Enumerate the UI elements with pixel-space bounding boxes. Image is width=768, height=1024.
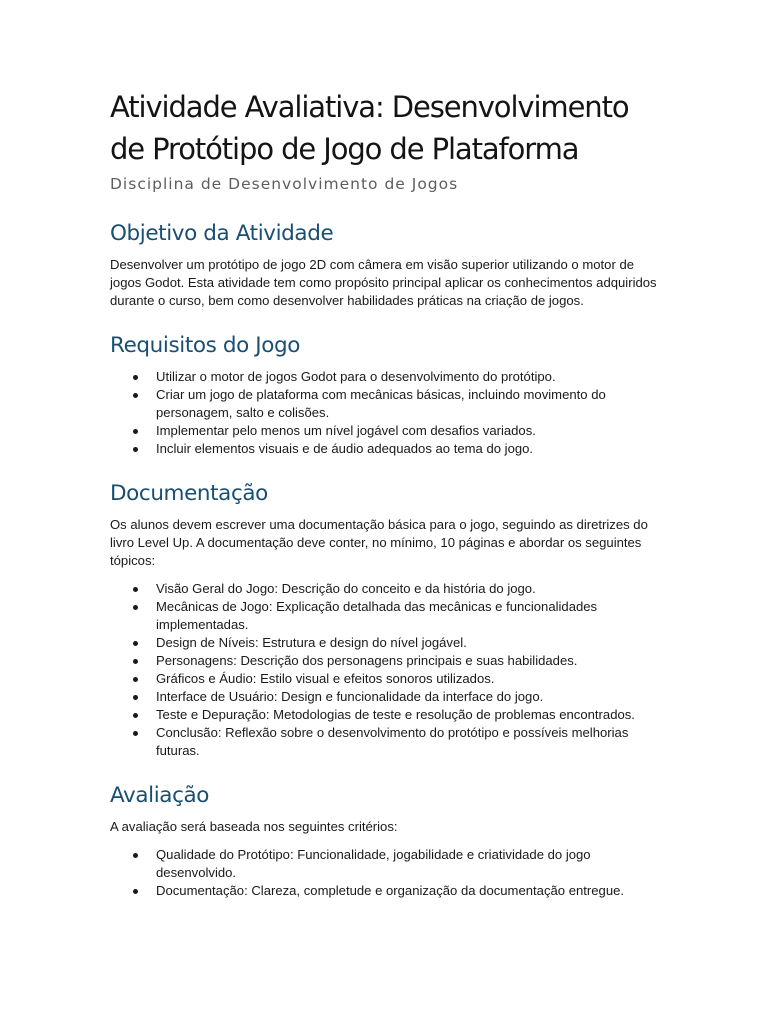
list-item bbox=[110, 688, 662, 706]
list-item bbox=[110, 440, 662, 458]
bullet-icon bbox=[133, 713, 138, 718]
list-item-text: Incluir elementos visuais e de áudio adequados ao tema do jogo. bbox=[156, 441, 534, 456]
bullet-icon bbox=[133, 605, 138, 610]
avaliacao-paragraph: A avaliação será baseada nos seguintes critérios: bbox=[110, 819, 398, 834]
list-item-text: Visão Geral do Jogo: Descrição do conceito e da história do jogo. bbox=[156, 581, 536, 596]
list-item-text: Documentação: Clareza, completude e organização da documentação entregue. bbox=[156, 883, 625, 898]
document-page bbox=[110, 86, 662, 900]
list-item bbox=[110, 652, 662, 670]
bullet-icon bbox=[133, 677, 138, 682]
bullet-icon bbox=[133, 853, 138, 858]
bullet-icon bbox=[133, 659, 138, 664]
section-heading-objetivo: Objetivo da Atividade bbox=[110, 221, 334, 246]
bullet-icon bbox=[133, 429, 138, 434]
list-item bbox=[110, 386, 662, 422]
document-title-line-1: Atividade Avaliativa: Desenvolvimento bbox=[110, 90, 629, 124]
list-item bbox=[110, 634, 662, 652]
bullet-icon bbox=[133, 641, 138, 646]
list-item bbox=[110, 846, 662, 882]
list-item-text: Mecânicas de Jogo: Explicação detalhada das mecânicas e funcionalidades implementadas. bbox=[156, 599, 598, 632]
section-requisitos bbox=[110, 332, 662, 458]
bullet-icon bbox=[133, 731, 138, 736]
section-objetivo bbox=[110, 220, 662, 310]
list-item bbox=[110, 670, 662, 688]
list-item bbox=[110, 580, 662, 598]
list-item bbox=[110, 598, 662, 634]
document-title-line-2: de Protótipo de Jogo de Plataforma bbox=[110, 132, 579, 166]
list-item-text: Utilizar o motor de jogos Godot para o desenvolvimento do protótipo. bbox=[156, 369, 556, 384]
list-item bbox=[110, 882, 662, 900]
section-heading-requisitos: Requisitos do Jogo bbox=[110, 333, 300, 358]
list-item-text: Implementar pelo menos um nível jogável com desafios variados. bbox=[156, 423, 536, 438]
section-heading-documentacao: Documentação bbox=[110, 481, 268, 506]
list-item-text: Qualidade do Protótipo: Funcionalidade, jogabilidade e criatividade do jogo desenvolvido. bbox=[156, 847, 591, 880]
avaliacao-list bbox=[110, 846, 662, 900]
bullet-icon bbox=[133, 393, 138, 398]
documentacao-list bbox=[110, 580, 662, 760]
list-item-text: Interface de Usuário: Design e funcionalidade da interface do jogo. bbox=[156, 689, 544, 704]
requisitos-list bbox=[110, 368, 662, 458]
list-item bbox=[110, 724, 662, 760]
objetivo-paragraph: Desenvolver um protótipo de jogo 2D com câmera em visão superior utilizando o motor de jogos Godot. Esta atividade tem como propósito principal aplicar os conhecimentos adquiridos durante o curso, bem como desenvolver habilidades práticas na criação de jogos. bbox=[110, 257, 657, 308]
list-item bbox=[110, 422, 662, 440]
list-item-text: Criar um jogo de plataforma com mecânicas básicas, incluindo movimento do personagem, salto e colisões. bbox=[156, 387, 606, 420]
section-heading-avaliacao: Avaliação bbox=[110, 783, 210, 808]
list-item-text: Conclusão: Reflexão sobre o desenvolvimento do protótipo e possíveis melhorias futuras. bbox=[156, 725, 629, 758]
list-item bbox=[110, 706, 662, 724]
bullet-icon bbox=[133, 587, 138, 592]
list-item-text: Teste e Depuração: Metodologias de teste e resolução de problemas encontrados. bbox=[156, 707, 635, 722]
list-item-text: Design de Níveis: Estrutura e design do nível jogável. bbox=[156, 635, 467, 650]
list-item-text: Personagens: Descrição dos personagens principais e suas habilidades. bbox=[156, 653, 578, 668]
bullet-icon bbox=[133, 695, 138, 700]
list-item bbox=[110, 368, 662, 386]
document-subtitle: Disciplina de Desenvolvimento de Jogos bbox=[110, 175, 459, 193]
section-avaliacao bbox=[110, 782, 662, 900]
document-title bbox=[110, 86, 662, 170]
bullet-icon bbox=[133, 889, 138, 894]
documentacao-paragraph: Os alunos devem escrever uma documentação básica para o jogo, seguindo as diretrizes do livro Level Up. A documentação deve conter, no mínimo, 10 páginas e abordar os seguintes tópicos: bbox=[110, 517, 648, 568]
bullet-icon bbox=[133, 375, 138, 380]
bullet-icon bbox=[133, 447, 138, 452]
list-item-text: Gráficos e Áudio: Estilo visual e efeitos sonoros utilizados. bbox=[156, 671, 495, 686]
section-documentacao bbox=[110, 480, 662, 760]
